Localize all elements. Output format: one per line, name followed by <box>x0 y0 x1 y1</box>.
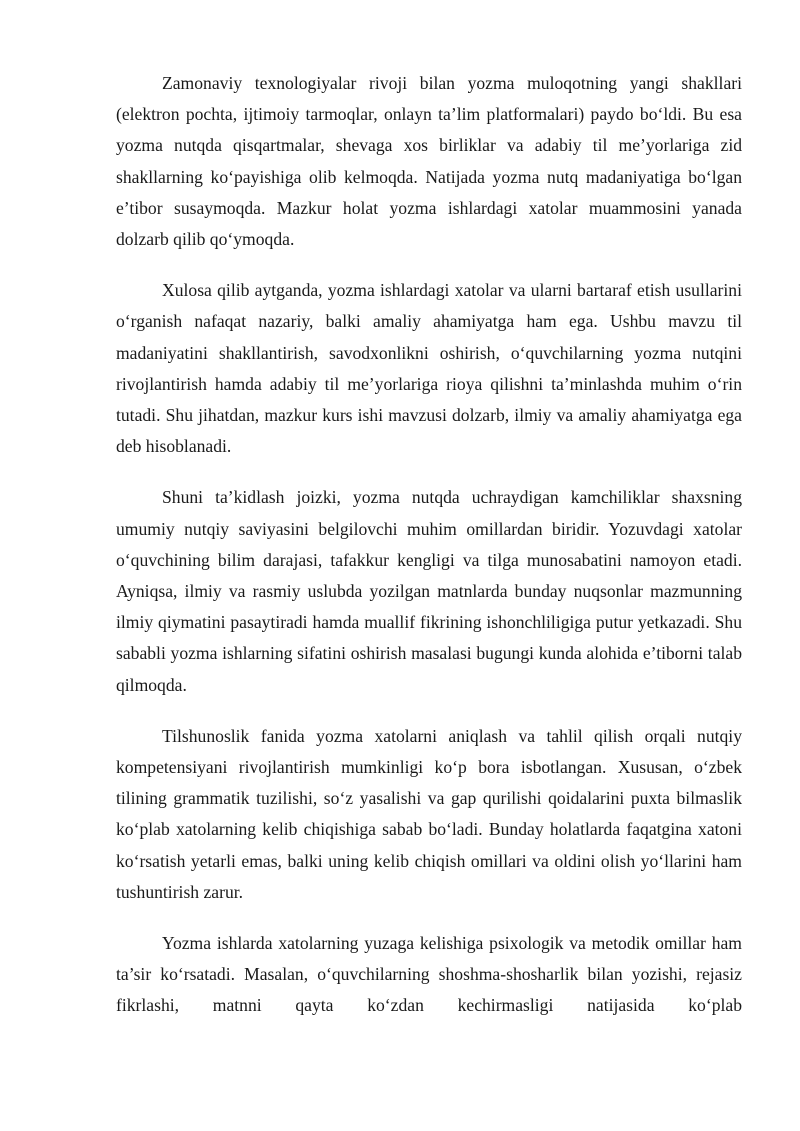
paragraph-3: Shuni ta’kidlash joizki, yozma nutqda uchraydigan kamchiliklar shaxsning umumiy nutqiy saviyasini belgilovchi muhim omillardan biridir. Yozuvdagi xatolar o‘quvchining bilim darajasi, tafakkur kengligi va tilga munosabatini namoyon etadi. Ayniqsa, ilmiy va rasmiy uslubda yozilgan matnlarda bunday nuqsonlar mazmunning ilmiy qiymatini pasaytiradi hamda muallif fikrining ishonchliligiga putur yetkazadi. Shu sababli yozma ishlarning sifatini oshirish masalasi bugungi kunda alohida e’tiborni talab qilmoqda. <box>116 487 742 695</box>
paragraph-4: Tilshunoslik fanida yozma xatolarni aniqlash va tahlil qilish orqali nutqiy kompetensiyani rivojlantirish mumkinligi ko‘p bora isbotlangan. Xususan, o‘zbek tilining grammatik tuzilishi, so‘z yasalishi va gap qurilishi qoidalarini puxta bilmaslik ko‘plab xatolarning kelib chiqishiga sabab bo‘ladi. Bunday holatlarda faqatgina xatoni ko‘rsatish yetarli emas, balki uning kelib chiqish omillari va oldini olish yo‘llarini ham tushuntirish zarur. <box>116 725 742 902</box>
paragraph-2: Xulosa qilib aytganda, yozma ishlardagi xatolar va ularni bartaraf etish usullarini o‘rganish nafaqat nazariy, balki amaliy ahamiyatga ham ega. Ushbu mavzu til madaniyatini shakllantirish, savodxonlikni oshirish, o‘quvchilarning yozma nutqini rivojlantirish hamda adabiy til me’yorlariga rioya qilishni ta’minlashda muhim o‘rin tutadi. Shu jihatdan, mazkur kurs ishi mavzusi dolzarb, ilmiy va amaliy ahamiyatga ega deb hisoblanadi. <box>116 280 742 457</box>
paragraph-1: Zamonaviy texnologiyalar rivoji bilan yozma muloqotning yangi shakllari (elektron pochta, ijtimoiy tarmoqlar, onlayn ta’lim platformalari) paydo bo‘ldi. Bu esa yozma nutqda qisqartmalar, shevaga xos birliklar va adabiy til me’yorlariga zid shakllarning ko‘payishiga olib kelmoqda. Natijada yozma nutq madaniyatiga bo‘lgan e’tibor susaymoqda. Mazkur holat yozma ishlardagi xatolar muammosini yanada dolzarb qilib qo‘ymoqda. <box>116 73 742 250</box>
paragraph-5: Yozma ishlarda xatolarning yuzaga kelishiga psixologik va metodik omillar ham ta’sir ko‘rsatadi. Masalan, o‘quvchilarning shoshma-shosharlik bilan yozishi, rejasiz fikrlashi, matnni qayta ko‘zdan kechirmasligi natijasida ko‘plab <box>116 933 742 1016</box>
